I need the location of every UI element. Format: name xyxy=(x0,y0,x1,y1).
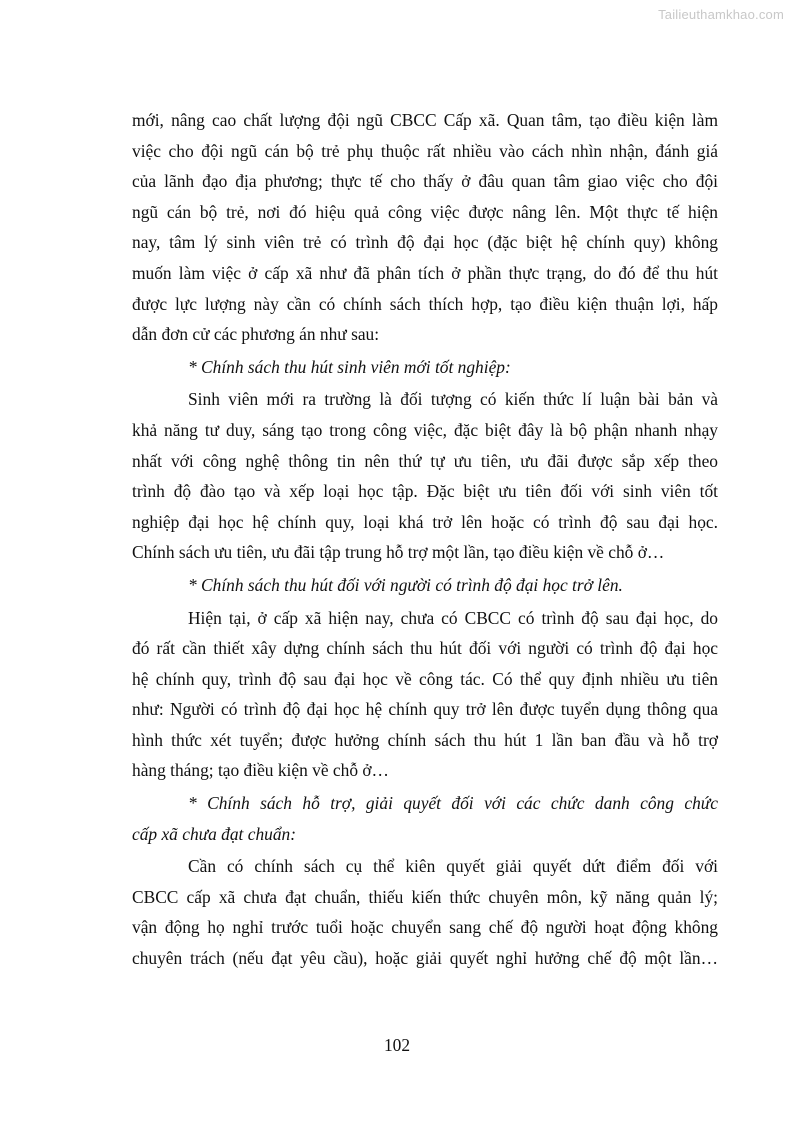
text-line: đó rất cần thiết xây dựng chính sách thu hút đối với người có trình độ đại học xyxy=(132,638,718,659)
text-line: được lực lượng này cần có chính sách thích hợp, tạo điều kiện thuận lợi, hấp xyxy=(132,293,718,314)
text-line: dẫn đơn cử các phương án như sau: xyxy=(132,324,380,345)
text-line: hàng tháng; tạo điều kiện về chỗ ở… xyxy=(132,760,389,781)
heading-line: * Chính sách thu hút đối với người có trình độ đại học trở lên. xyxy=(188,574,623,595)
text-line: của lãnh đạo địa phương; thực tế cho thấy ở đâu quan tâm giao việc cho đội xyxy=(132,171,718,192)
text-line: Sinh viên mới ra trường là đối tượng có kiến thức lí luận bài bản và xyxy=(188,389,718,410)
text-line: nay, tâm lý sinh viên trẻ có trình độ đại học (đặc biệt hệ chính quy) không xyxy=(132,232,718,253)
text-line: trình độ đào tạo và xếp loại học tập. Đặc biệt ưu tiên đối với sinh viên tốt xyxy=(132,481,718,502)
section-heading xyxy=(132,788,718,849)
page-number: 102 xyxy=(383,1035,411,1055)
heading-line: * Chính sách hỗ trợ, giải quyết đối với các chức danh công chức xyxy=(188,793,718,814)
text-line: CBCC cấp xã chưa đạt chuẩn, thiếu kiến thức chuyên môn, kỹ năng quản lý; xyxy=(132,886,718,907)
text-line: Hiện tại, ở cấp xã hiện nay, chưa có CBCC có trình độ sau đại học, do xyxy=(188,607,718,628)
text-line: Chính sách ưu tiên, ưu đãi tập trung hỗ trợ một lần, tạo điều kiện về chỗ ở… xyxy=(132,542,665,563)
paragraph xyxy=(132,384,718,568)
text-line: Cần có chính sách cụ thể kiên quyết giải quyết dứt điểm đối với xyxy=(188,856,718,877)
text-line: như: Người có trình độ đại học hệ chính quy trở lên được tuyển dụng thông qua xyxy=(132,699,718,720)
paragraph xyxy=(132,851,718,973)
watermark-text: Tailieuthamkhao.com xyxy=(658,7,784,22)
text-line: nhất với công nghệ thông tin nên thứ tự ưu tiên, ưu đãi được sắp xếp theo xyxy=(132,450,718,471)
heading-line: cấp xã chưa đạt chuẩn: xyxy=(132,823,297,844)
text-line: việc cho đội ngũ cán bộ trẻ phụ thuộc rất nhiều vào cách nhìn nhận, đánh giá xyxy=(132,140,718,161)
text-line: vận động họ nghỉ trước tuổi hoặc chuyển sang chế độ người hoạt động không xyxy=(132,917,718,938)
text-line: mới, nâng cao chất lượng đội ngũ CBCC Cấp xã. Quan tâm, tạo điều kiện làm xyxy=(132,110,718,130)
paragraph xyxy=(132,603,718,787)
section-heading xyxy=(132,352,718,383)
text-line: ngũ cán bộ trẻ, nơi đó hiệu quả công việc được nâng lên. Một thực tế hiện xyxy=(132,201,718,222)
paragraph xyxy=(132,105,718,350)
text-line: hình thức xét tuyển; được hưởng chính sách thu hút 1 lần ban đầu và hỗ trợ xyxy=(132,729,718,750)
text-line: hệ chính quy, trình độ sau đại học về công tác. Có thể quy định nhiều ưu tiên xyxy=(132,668,718,689)
text-line: chuyên trách (nếu đạt yêu cầu), hoặc giải quyết nghỉ hưởng chế độ một lần… xyxy=(132,948,718,969)
text-line: muốn làm việc ở cấp xã như đã phân tích ở phần thực trạng, do đó để thu hút xyxy=(132,262,718,283)
text-line: khả năng tư duy, sáng tạo trong công việc, đặc biệt đây là bộ phận nhanh nhạy xyxy=(132,419,718,440)
text-line: nghiệp đại học hệ chính quy, loại khá trở lên hoặc có trình độ sau đại học. xyxy=(132,511,718,532)
heading-line: * Chính sách thu hút sinh viên mới tốt nghiệp: xyxy=(188,356,511,377)
section-heading xyxy=(132,570,718,601)
document-body xyxy=(132,105,718,974)
